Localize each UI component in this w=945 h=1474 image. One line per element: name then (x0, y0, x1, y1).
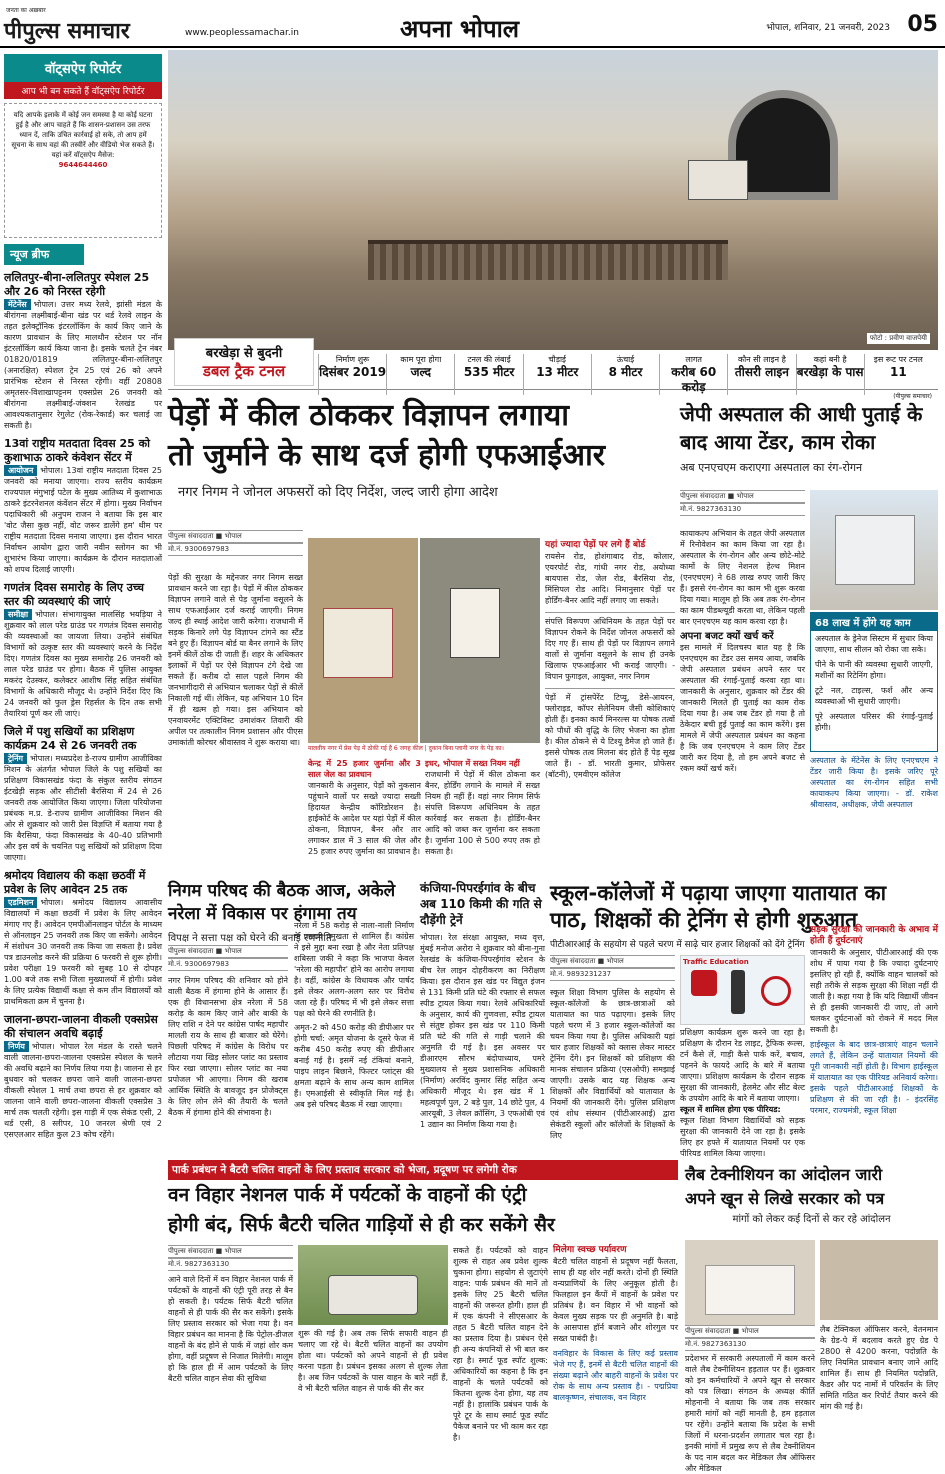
lab-photo (685, 1240, 815, 1325)
panel1-head: केन्द्र में 25 हजार जुर्माना और 3 साल जेल का प्रावधान (308, 759, 421, 779)
left-story-text: भोपाल। उत्तर मध्य रेलवे, झांसी मंडल के बीरांगना लक्ष्मीबाई-बीना खंड पर थर्ड रेलवे लाइन के तहत इलेक्ट्रॉनिक इंटरलॉकिंग के कार्य किए जाने के कारण प्रावधान के लिए मालथौन स्टेशन पर नॉन इंटरलॉकिंग कार्य किया जाना है। इसके चलते ट्रेन नंबर 01820/01819 ललितपुर-बीना-ललितपुर (अनारक्षित) स्पेशल ट्रेन 25 एवं 26 को अपने प्रारंभिक स्टेशन से निरस्त रहेगी। वहीं 20808 अमृतसर-विशाखापट्टनम एक्सप्रेस 26 जनवरी को बीरांगना लक्ष्मीबाई-जंक्शन रेलखंड पर आवश्यकतानुसार रेगुलेट (रोक-रेकार्ड) कर चलाई जा सकती है। (4, 300, 162, 430)
lead-byline: पीपुल्स संवाददाता ■ भोपाल (168, 530, 303, 543)
council-body-3: अमृत-2 को 450 करोड़ की डीपीआर पर होगी चर्चा: अमृत योजना के दूसरे फेज में करीब 450 करोड़ रुपए की डीपीआर बनाई गई है। इसमें नई टंकियां बनाने, पाइप लाइन बिछाने, फिल्टर प्लांट्स की क्षमता बढ़ाने के साथ अन्य काम शामिल हैं। एमआईसी से स्वीकृति मिल गई है। अब इसे परिषद बैठक में रखा जाएगा। (294, 1023, 414, 1109)
park-side-body: बैटरी चलित वाहनों से प्रदूषण नहीं फैलता, साथ ही यह शोर नहीं करते। दोनों ही स्थिति वन्यप्राणियों के लिए अनुकूल होती है। फिलहाल इन कैंपों में वाहनों के प्रवेश पर प्रतिबंध है। वन विहार में भी वाहनों को केवल मुख्य सड़क पर ही अनुमति है। बाड़े के आसपास हॉर्न बजाने और शोरगुल पर सख्त पाबंदी है। (553, 1257, 678, 1343)
lab-body-1: प्रदेशभर में सरकारी अस्पतालों में काम करने वाले लैब टेक्नीशियन हड़ताल पर हैं। शुक्रवार को इन कर्मचारियों ने अपने खून से सरकार को पत्र लिखा। संगठन के अध्यक्ष कीर्ति मोहनानी ने बताया कि जब तक सरकार हमारी मांगों को नहीं मानती है, हम हड़ताल पर रहेंगे। उन्होंने बताया कि प्रदेश के सभी जिलों में धरना-प्रदर्शन लगातार चल रहा है। इनकी मांगों में प्रमुख रूप से लैब टेक्नीशियन के पद नाम बदल कर मेडिकल लैब ऑफिसर और मेडिकल (685, 1354, 815, 1473)
tunnel-fact (796, 354, 864, 395)
jp-subhead: अब एनएचएम कराएगा अस्पताल का रंग-रोगन (680, 461, 863, 474)
school-side (810, 925, 938, 1155)
council-col-2 (294, 920, 414, 1155)
jp-mobile: मो.नं. 9827363130 (680, 503, 805, 516)
panel2-head: इधर, भोपाल में सख्त नियम नहीं (425, 759, 520, 768)
fact-label: लागत (685, 355, 702, 364)
page-number: 05 (907, 12, 938, 37)
tree-board-photo (420, 538, 540, 743)
council-col-1 (168, 945, 288, 1155)
left-story-text: भोपाल। संभागायुक्त मालसिंह भयड़िया ने शुक्रवार को लाल परेड ग्राउंड पर गणतंत्र दिवस समारोह की व्यवस्थाओं का जायजा लिया। उन्होंने संबंधित विभागों को उत्कृष्ट स्तर की व्यवस्थाएं करने के निर्देश दिए। गणतंत्र दिवस का मुख्य समारोह 26 जनवरी को लाल परेड ग्राउंड पर होगा। बैठक में पुलिस आयुक्त मकरंद देउस्कर, कलेक्टर आशीष सिंह सहित संबंधित विभागों के अधिकारी मौजूद थे। उन्होंने निर्देश दिए कि 24 जनवरी को फुल ड्रेस रिहर्सल के दिन तक सभी तैयारियां पूर्ण कर ली जाएं। (4, 610, 162, 718)
fact-value: 8 मीटर (608, 365, 643, 379)
tunnel-title-box (174, 338, 314, 386)
school-mobile: मो.नं. 9893231237 (550, 968, 675, 981)
park-side-head: मिलेगा स्वच्छ पर्यावरण (553, 1245, 627, 1255)
truck-shape (688, 160, 748, 200)
school-col-2 (680, 955, 805, 1158)
council-body-1: नगर निगम परिषद की शनिवार को होने वाली बैठक में हंगामा होने के आसार हैं। एक ही विधानसभा क्षेत्र नरेला में 58 करोड़ के काम किए जाने और बाकी के लिए राशि न देने पर कांग्रेस पार्षद महापौर मालती राय के साथ ही बाजार को घेरेंगे। पिछली परिषद में कांग्रेस के विरोध पर लौटाया गया खिड़ सोलर प्लांट का प्रस्ताव फिर रखा जाएगा। सोलर प्लांट का नया प्रपोजल भी आएगा। निगम की खराब आर्थिक स्थिति के बावजूद इन प्रोजेक्ट्स के लिए लोन लेने की तैयारी के चलते बैठक में हंगामा होने की संभावना है। (168, 976, 288, 1117)
jp-box (810, 612, 938, 752)
jp-box-item: अस्पताल के ड्रेनेज सिस्टम में सुधार किया जाएगा, साथ सीलन को रोका जा सके। (815, 634, 933, 654)
logo-text: पीपुल्स समाचार (4, 19, 130, 44)
jp-body: कायाकल्प अभियान के तहत जेपी अस्पताल में रिनोवेशन का काम किया जा रहा है। अस्पताल के रंग-रोगन और अन्य छोटे-मोटे कामों के लिए नेशनल हेल्थ मिशन (एनएचएम) ने 68 लाख रुपए जारी किए हैं। इससे रंग-रोगन का काम भी शुरू करवा दिया गया। मालूम हो कि अब तक रंग-रोगन का काम पीडब्ल्यूडी करता था, लेकिन पहली बार एनएचएम यह काम करवा रहा है। (680, 529, 805, 626)
fact-value: बरखेड़ा के पास (796, 365, 864, 379)
council-mobile: मो.नं. 9300697983 (168, 958, 288, 971)
jp-budget-body: इस मामले में दिलचस्प बात यह है कि एनएचएम का टेंडर उस समय आया, जबकि जेपी अस्पताल प्रबंधन अपने स्तर पर अस्पताल की रंगाई-पुताई करवा रहा था। जानकारी के अनुसार, शुक्रवार को टेंडर की जानकारी मिलते ही पुताई का काम रोक दिया गया है। अब जब टेंडर हो गया है तो ठेकेदार बची हुई पुताई का काम करेंगे। इस मामले में जेपी अस्पताल प्रबंधन का कहना है कि जब एनएचएम ने काम लिए टेंडर जारी कर दिया है, तो हम अपने बजट से रकम क्यों खर्च करें। (680, 643, 805, 773)
kanjia-body: भोपाल। रेल संरक्षा आयुक्त, मध्य वृत्त, मुंबई मनोज अरोरा ने शुक्रवार को बीना-गुना रेलखंड के कंजिया-पिपरईगांव स्टेशन के बीच रेल लाइन दोहरीकरण का निरीक्षण किया। इस दौरान इस खंड पर विद्युत इंजन से 131 किमी प्रति घंटे की रफ्तार से सफल स्पीड ट्रायल किया गया। रेलवे अधिकारियों के अनुसार, कार्य की गुणवत्ता, स्पीड ट्रायल से संतुष्ट होकर इस खंड पर 110 किमी प्रति घंटे की गति से गाड़ी चलाने की अनुमति दी गई है। इस अवसर पर डीआरएम सौरभ बंदोपाध्याय, पमरे मुख्यालय से मुख्य प्रशासनिक अधिकारी (निर्माण) अरविंद कुमार सिंह सहित अन्य अधिकारी मौजूद थे। इस खंड में 1 महत्वपूर्ण पुल, 2 बड़े पुल, 14 छोटे पुल, 4 आरयूबी, 3 लेवल क्रॉसिंग, 3 एफओबी एवं 1 उद्यान का निर्माण किया गया है। (420, 933, 545, 1129)
lab-mobile: मो.नं. 9827363130 (685, 1338, 815, 1351)
tunnel-fact (318, 354, 386, 395)
lab-headline-1: लैब टेक्नीशियन का आंदोलन जारी (685, 1165, 883, 1184)
kanjia-headline: कंजिया-पिपरईगांव के बीच अब 110 किमी की गति से दौड़ेंगी ट्रेनें (420, 881, 542, 927)
fact-label: निर्माण शुरू (335, 355, 370, 364)
park-col-1 (168, 1245, 293, 1440)
tunnel-fact (659, 354, 727, 395)
fact-value: जल्द (410, 365, 432, 379)
lead-subhead: नगर निगम ने जोनल अफसरों को दिए निर्देश, जल्द जारी होगा आदेश (178, 485, 498, 500)
left-story-head: श्रमोदय विद्यालय की कक्षा छठवीं में प्रवेश के लिए आवेदन 25 तक (4, 869, 146, 896)
left-story (4, 581, 162, 719)
boards-head: यहां ज्यादा पेड़ों पर लगे हैं बोर्ड (545, 540, 646, 550)
school-subsection-head: स्कूल में शामिल होगा एक पीरियड: (680, 1105, 781, 1114)
council-byline: पीपुल्स संवाददाता ■ भोपाल (168, 945, 288, 958)
tunnel-title-line2: डबल ट्रैक टनल (202, 362, 286, 380)
left-story-tag: एडमिशन (4, 897, 37, 908)
stop-sign-icon (691, 970, 717, 996)
lab-col-1 (685, 1240, 815, 1473)
tunnel-fact (386, 354, 454, 395)
jp-headline: जेपी अस्पताल की आधी पुताई के बाद आया टेंडर, काम रोका (680, 402, 923, 454)
lead-story-head (168, 396, 673, 546)
whatsapp-number[interactable]: 9644644460 (58, 161, 108, 169)
left-story-body (4, 609, 162, 719)
park-headline-2: होगी बंद, सिर्फ बैटरी चलित गाड़ियों से ही कर सकेंगे सैर (168, 1214, 555, 1236)
council-subhead: विपक्ष ने सत्ता पक्ष को घेरने की बनाई रणनीति (168, 933, 332, 944)
fact-value: तीसरी लाइन (734, 365, 789, 379)
left-stories (4, 271, 162, 1140)
school-side-head: सड़क सुरक्षा की जानकारी के अभाव में होती हैं दुर्घटनाएं (810, 925, 938, 946)
left-story-text: भोपाल। श्रमोदय विद्यालय आवासीय विद्यालयों में कक्षा छठवीं में प्रवेश के लिए आवेदन मंगाए गए हैं। आवेदन एमपीऑनलाइन पोर्टल के माध्यम से ऑनलाइन 25 जनवरी तक किए जा सकेंगे। आवेदन में संशोधन 30 जनवरी तक किया जा सकता है। प्रवेश पत्र डाउनलोड करने की प्रक्रिया 6 फरवरी से शुरू होगी। प्रवेश परीक्षा 19 फरवरी को सुबह 10 से दोपहर 1.00 बजे तक सभी जिला मुख्यालयों में होगी। प्रवेश के लिए प्रत्येक विद्यार्थी कक्षा से कम तीन विद्यालयों को प्राथमिकता क्रम में चुनना है। (4, 898, 162, 1006)
park-body-1: आने वाले दिनों में वन विहार नेशनल पार्क में पर्यटकों के वाहनों की एंट्री पूरी तरह से बैन हो सकती है। पर्यटक सिर्फ बैटरी चलित वाहनों से ही पार्क की सैर कर सकेंगे। इसके लिए प्रस्ताव सरकार को भेजा गया है। वन विहार प्रबंधन का मानना है कि पेट्रोल-डीजल वाहनों के बंद होने से पार्क में जहां शोर कम होगा, वहीं प्रदूषण से निजात मिलेगी। मालूम हो कि हाल ही में आम पर्यटकों के लिए बैटरी चलित वाहन सेवा की सुविधा (168, 1275, 294, 1383)
park-kicker: पार्क प्रबंधन ने बैटरी चलित वाहनों के लिए प्रस्ताव सरकार को भेजा, प्रदूषण पर लगेगी रोक (168, 1160, 678, 1180)
board-shape (450, 588, 500, 658)
lead-panel-1 (308, 758, 421, 873)
whatsapp-title: वॉट्सऐप रिपोर्टर (4, 54, 162, 82)
left-story (4, 725, 162, 863)
tunnel-source: (पीपुल्स समाचार) (893, 393, 932, 400)
road-sign-icon (761, 976, 791, 1006)
photo-caption: मालवीय नगर में प्रेस पेड़ में ठोकी गई है 6 जगह कील | दुकान बिना प्लानी नगर के पेड़ का। (308, 745, 504, 752)
park-quote: वनविहार के विकास के लिए कई प्रस्ताव भेजे गए हैं, इनमें से बैटरी चलित वाहनों की संख्या बढ़ाने और बाहरी वाहनों के प्रवेश पर रोक के साथ अन्य प्रस्ताव है। - पद्मप्रिया बालकृष्णन, संचालक, वन विहार (553, 1349, 678, 1402)
fact-value: 13 मीटर (536, 365, 579, 379)
jp-budget-head: अपना बजट क्यों खर्च करें (680, 631, 774, 642)
traffic-light-icon (731, 970, 745, 1014)
site-url[interactable]: www.peoplessamachar.in (185, 28, 299, 38)
lead-headline-1: पेड़ों में कील ठोककर विज्ञापन लगाया (168, 398, 570, 433)
fact-label: ऊंचाई (616, 355, 635, 364)
tunnel-fact (864, 354, 932, 395)
park-headline-1: वन विहार नेशनल पार्क में पर्यटकों के वाहनों की एंट्री (168, 1184, 527, 1206)
tunnel-fact (523, 354, 591, 395)
lab-photo-2 (820, 1240, 938, 1320)
park-body-2: शुरू की गई है। अब तक सिर्फ सफारी वाहन ही चलाए जा रहे थे। बैटरी चलित वाहनों का उपयोग होता था। पर्यटकों को अपने वाहनों से ही प्रवेश करना पड़ता है। प्रबंधन इसका अलग से शुल्क लेता है। अब जिन पर्यटकों के पास वाहन के बारे नहीं हैं, वे भी बैटरी चलित वाहन से पार्क की सैर कर (298, 1329, 448, 1393)
left-story-body (4, 1041, 162, 1140)
dateline: भोपाल, शनिवार, 21 जनवरी, 2023 (766, 23, 890, 33)
whatsapp-body: यदि आपके इलाके में कोई जन समस्या है या कोई घटना हुई है और आप चाहते हैं कि शासन-प्रशासन उस तरफ ध्यान दें, ताकि उचित कार्रवाई हो सके, तो आप हमें सूचना के साथ वहां की तस्वीरें और वीडियो भेज सकते हैं। यहां करें वॉट्सऐप मैसेज: (11, 111, 155, 159)
tunnel-fact (727, 354, 795, 395)
school-quote: हाईस्कूल के बाद छात्र-छात्राएं वाहन चलाने लगते हैं, लेकिन उन्हें यातायात नियमों की पूरी जानकारी नहीं होती है। विभाग हाईस्कूल में यातायात का एक पीरियड अनिवार्य करेगा। इसके पहले पीटीआरआई शिक्षकों के प्रशिक्षण से की जा रही है। - इंदरसिंह परमार, राज्यमंत्री, स्कूल शिक्षा (810, 1040, 938, 1115)
left-story-head: ललितपुर-बीना-ललितपुर स्पेशल 25 और 26 को निरस्त रहेगी (4, 271, 150, 298)
tunnel-facts (318, 354, 932, 395)
jp-left-column (680, 490, 805, 865)
kanjia-story (420, 880, 545, 1155)
school-byline: पीपुल्स संवाददाता ■ भोपाल (550, 955, 675, 968)
tunnel-fact (591, 354, 659, 395)
section-title: अपना भोपाल (400, 14, 520, 43)
letter-shape (705, 1265, 795, 1315)
tunnel-title-line1: बरखेड़ा से बुदनी (205, 346, 283, 361)
boards-body: रायसेन रोड, होशंगाबाद रोड, कोलार, एयरपोर्ट रोड, गांधी नगर रोड, अयोध्या बायपास रोड, जेल रोड, बैरसिया रोड, मिंसिपल रोड आदि। निमानुसार पेड़ों पर होर्डिंग-बैनर आदि नहीं लगाए जा सकते। (545, 552, 675, 605)
left-story (4, 869, 162, 1007)
left-story-text: भोपाल। मध्यप्रदेश डे-राज्य ग्रामीण आजीविका मिशन के अंतर्गत भोपाल जिले के पशु सखियों का प्रशिक्षण विकासखंड फंदा के संकुल स्तरीय संगठन ईटखेड़ी सड़क और सीटीसी बैरसिया में 24 से 26 जनवरी तक आयोजित किया जाएगा। जिला परियोजना प्रबंधक म.प्र. डे-राज्य ग्रामीण आजीविका मिशन की ओर से शुक्रवार को जारी प्रेस विज्ञप्ति में बताया गया है कि बैरसिया, फंदा विकासखंड के 40-40 प्रतिभागी और इस वर्ष के चयनित पशु सखियों को प्रशिक्षण दिया जाएगा। (4, 754, 162, 862)
boards-note-2: पेड़ों में ट्रांसपेरेंट टिप्यू, डेसे-आयरन, फ्लोराइड, कॉपर सेलेनियम जैसी कोशिकाएं होती हैं। इनका कार्य मिनरल्स या पोषक तत्वों को पौधों की वृद्धि के लिए भेजना का होता है। कील ठोकने से ये टिश्यू डैमेज हो जाते हैं। इससे पोषक तत्व मिलना बंद होते हैं पेड़ सूख जाते हैं। - डॉ. भारती कुमार, प्रोफेसर (बॉटनी), एमवीएम कॉलेज (545, 688, 675, 780)
traffic-education-image (680, 955, 805, 1025)
whatsapp-box (4, 103, 162, 238)
school-col-1 (550, 955, 675, 1155)
masthead-rule (0, 46, 945, 48)
panel2-body: राजधानी में पेड़ों में कील ठोकना कर बैनर, होर्डिंग लगाने के मामले में सख्त नियम ही नहीं हैं। वहां नगर निगम सिर्फ संपत्ति विरूपण अधिनियम के तहत कार्रवाई कर सकता है। होर्डिंग-बैनर आदि को जब्त कर जुर्माना कर सकता है। जुर्माना 100 से 500 रुपए तक हो सकता है। (425, 770, 540, 856)
left-story (4, 437, 162, 575)
left-story-body (4, 753, 162, 863)
lab-subhead: मांगों को लेकर कई दिनों से कर रहे आंदोलन (732, 1214, 891, 1225)
lead-panel-2 (425, 758, 540, 873)
park-col-3 (453, 1245, 548, 1440)
panel1-body: जानकारी के अनुसार, पेड़ों को नुकसान पहुंचाने वालों पर सख्ते ज्यादा सख्ती हिदायत केन्द्रीय कॉरिडोरशन है। हाईकोर्ट के आदेश पर यहां पेड़ों में कील ठोकना, विज्ञापन, बैनर और तार लगाकर डाल में 3 साल की जेल और 25 हजार रुपए जुर्माना का प्रावधान है। (308, 781, 421, 856)
park-col-2 (298, 1245, 448, 1440)
school-body-2: प्रशिक्षण कार्यक्रम शुरू करने जा रहा है। प्रशिक्षण के दौरान रेड लाइट, ट्रैफिक रूल्स, टर्न कैसे लें, गाड़ी कैसे पार्क करें, बचाव, पहनने के फायदे आदि के बारे में बताया जाएगा। प्रशिक्षण कार्यक्रम के दौरान सड़क सुरक्षा की जानकारी, हेलमेट और सीट बेल्ट के उपयोग आदि के बारे में बताया जाएगा। (680, 1028, 805, 1103)
jp-box-item: पूरे अस्पताल परिसर की रंगाई-पुताई होगी। (815, 712, 933, 732)
battery-vehicle-shape (328, 1275, 418, 1315)
fact-label: कौन सी लाइन है (737, 355, 786, 364)
left-story-tag: समीक्षा (4, 609, 32, 620)
park-mobile: मो.नं. 9827363130 (168, 1258, 293, 1271)
left-story (4, 1013, 162, 1140)
park-vehicle-photo (298, 1245, 448, 1325)
jp-box-item: पीने के पानी की व्यवस्था सुधारी जाएगी, मशीनों का रिटेनिंग होगा। (815, 660, 933, 680)
left-story-head: गणतंत्र दिवस समारोह के लिए उच्च स्तर की व्यवस्थाएं की जाएं (4, 581, 144, 608)
left-story-head: जालना-छपरा-जालना वीकली एक्सप्रेस की संचालन अवधि बढ़ाई (4, 1013, 158, 1040)
fact-label: कहां बनी है (813, 355, 847, 364)
whatsapp-subtitle: आप भी बन सकते हैं वॉट्सऐप रिपोर्टर (4, 82, 162, 99)
school-side-body: जानकारी के अनुसार, पीटीआरआई की एक शोध में पाया गया है कि ज्यादा दुर्घटनाएं इसलिए हो रही हैं, क्योंकि वाहन चालकों को सही तरीके से सड़क सुरक्षा की शिक्षा नहीं दी जाती है। कहा गया है कि यदि विद्यार्थी जीवन से ही इसकी जानकारी दी जाए, तो आगे चलकर दुर्घटनाओं को रोकने में मदद मिल सकती है। (810, 948, 938, 1034)
tree-nails-photo (308, 538, 418, 743)
left-story-head: 13वां राष्ट्रीय मतदाता दिवस 25 को कुशाभाऊ ठाकरे कंवेशन सेंटर में (4, 437, 150, 464)
lab-headline-2: अपने खून से लिखे सरकार को पत्र (685, 1189, 885, 1208)
tunnel-photo (168, 50, 938, 350)
jp-box-item: टूटे नल, टाइल्स, फर्श और अन्य व्यवस्थाओं भी सुधारी जाएगी। (815, 686, 933, 706)
lead-mobile: मो.नं. 9300697983 (168, 543, 303, 556)
school-subhead: पीटीआरआई के सहयोग से पहले चरण में साढ़े चार हजार शिक्षकों को देंगे ट्रेनिंग (550, 940, 805, 950)
park-head (168, 1180, 678, 1244)
lab-body-2: लैब टेक्निकल ऑफिसर करने, वेतनमान के ग्रेड-पे में बदलाव करते हुए ग्रेड पे 2800 से 4200 करना, पदोन्नति के लिए नियमित प्रावधान बनाए जाने आदि शामिल हैं। साथ ही नियमित पदोन्नति, कैडर और पद नामों में परिवर्तन के लिए समिति गठित कर रिपोर्ट तैयार करने की मांग की गई है। (820, 1325, 938, 1411)
masthead-logo[interactable] (4, 6, 179, 44)
left-story-tag: निर्णय (4, 1041, 29, 1052)
jp-byline: पीपुल्स संवाददाता ■ भोपाल (680, 490, 805, 503)
fact-value: 11 (890, 365, 907, 379)
lab-col-2 (820, 1240, 938, 1440)
hospital-building-shape (835, 515, 915, 585)
jp-box-head: 68 लाख में होंगे यह काम (811, 613, 937, 631)
tunnel-fact (454, 354, 522, 395)
poster-shape (323, 608, 393, 678)
left-story-body (4, 465, 162, 575)
fact-label: काम पूरा होगा (400, 355, 442, 364)
masthead-tagline: जनता का अख़बार (6, 7, 46, 14)
jp-quote: अस्पताल के मेंटेनेंस के लिए एनएचएम ने टेंडर जारी किया है। इसके जरिए पूरे अस्पताल का रंग-रोगन सहित सभी कायाकल्प किया जाएगा। - डॉ. राकेश श्रीवास्तव, अधीक्षक, जेपी अस्पताल (810, 756, 938, 809)
jp-story-head (680, 400, 938, 490)
lead-body-column (168, 530, 303, 747)
left-story-head: जिले में पशु सखियों का प्रशिक्षण कार्यक्रम 24 से 26 जनवरी तक (4, 725, 137, 752)
fact-label: इस रूट पर टनल (873, 355, 923, 364)
tunnel-infobar (168, 346, 938, 400)
left-story-text: भोपाल। भोपाल रेल मंडल के रास्ते चलने वाली जालना-छपरा-जालना एक्सप्रेस स्पेशल के चलने की अवधि बढ़ाने का निर्णय लिया गया है। जालना से हर बुधवार को चलकर छपरा जाने वाली जालना-छपरा वीकली स्पेशल 1 मार्च तथा छपरा से हर शुक्रवार को जालना जाने वाली छपरा-जालना वीकली एक्सप्रेस 3 मार्च तक चलती रहेगी। इस गाड़ी में एक सेकंड एसी, 2 थर्ड एसी, 8 स्लीपर, 10 जनरल श्रेणी एवं 2 एसएलआर सहित कुल 23 कोच रहेंगे। (4, 1042, 162, 1139)
news-brief-label: न्यूज ब्रीफ (4, 244, 84, 265)
school-headline-2: पाठ, शिक्षकों की ट्रेनिंग से होगी शुरुआत (550, 908, 858, 932)
fact-value: करीब 60 करोड़ (671, 365, 717, 394)
lead-body: पेड़ों की सुरक्षा के मद्देनजर नगर निगम सख्त प्रावधान करने जा रहा है। पेड़ों में कील ठोककर विज्ञापन लगाने वाले से पेड़ जुर्माना वसूलने के साथ एफआईआर दर्ज कराई जाएगी। निगम जल्द ही स्थाई आदेश जारी करेगा। राजधानी में सड़क किनारे लगे पेड़ विज्ञापन टांगने का स्टैंड बने हुए हैं। विज्ञापन बोर्ड या बैनर लगाने के लिए इनमें कीलें ठोक दी जाती हैं। शहर के अधिकतर इलाकों में पेड़ों पर ऐसे विज्ञापन टंगे देखे जा सकते हैं। करीब दो साल पहले निगम की जनभागीदारी से अभियान चलाकर पेड़ों से कीलें निकाली गई थीं। लेकिन, यह अभियान 10 दिन में ही खत्म हो गया। इस अभियान को एनवायरमेंट एक्टिविस्ट उमाशंकर तिवारी की अपील पर तत्कालीन निगम प्रशासन और पीएस उमाकांती कोरचर श्रीवास्तव ने शुरू कराया था। (168, 573, 303, 747)
traffic-image-label: Traffic Education (683, 958, 749, 966)
lab-byline: पीपुल्स संवाददाता ■ भोपाल (685, 1325, 815, 1338)
left-story-tag: आयोजन (4, 465, 37, 476)
lead-headline-2: तो जुर्माने के साथ दर्ज होगी एफआईआर (168, 438, 606, 473)
hospital-photo (810, 490, 938, 610)
left-column (4, 54, 162, 1439)
park-body-3: सकते हैं। पर्यटकों को वाहन शुल्क से राहत अब प्रवेश शुल्क चुकाना होगा। सहयोग से जुटाएंगे वाहन: पार्क प्रबंधन की मानें तो इसके लिए 25 बैटरी चलित वाहनों की जरूरत होगी। हाल ही में एक कंपनी ने सीएसआर के तहत 5 बैटरी चलित वाहन देने का प्रस्ताव दिया है। प्रबंधन ऐसे ही अन्य कंपनियों से भी बात कर रहा है। स्मार्ट फूड स्पॉट शुल्क: अधिकारियों का कहना है कि इन वाहनों के चलते पर्यटकों को कितना शुल्क देना होगा, यह तय नहीं है। हालांकि प्रबंधन पार्क के पूरे टूर के साथ स्मार्ट फूड स्पॉट पैकेज बनाने पर भी काम कर रहा है। (453, 1246, 548, 1442)
fact-value: 535 मीटर (463, 365, 515, 379)
school-headline-1: स्कूल-कॉलेजों में पढ़ाया जाएगा यातायात का (550, 881, 887, 905)
left-story-body (4, 897, 162, 1007)
left-story-text: भोपाल। 13वां राष्ट्रीय मतदाता दिवस 25 जनवरी को मनाया जाएगा। राज्य स्तरीय कार्यक्रम राज्यपाल मंगुभाई पटेल के मुख्य आतिथ्य में कुशाभाऊ ठाकरे इंटरनेशनल कंवेंशन सेंटर में होगा। मुख्य निर्वाचन पदाधिकारी श्री अनुपम राजन ने बताया कि इस बार 'वोट जैसा कुछ नहीं, वोट जरूर डालेंगे हम' थीम पर राष्ट्रीय मतदाता दिवस मनाया जाएगा। इस दौरान भारत निर्वाचन आयोग द्वारा जारी नवीन स्लोगन का भी शुभारंभ किया जाएगा। कार्यक्रम के दौरान मतदाताओं को शपथ दिलाई जाएगी। (4, 466, 162, 574)
school-body-1: स्कूल शिक्षा विभाग पुलिस के सहयोग से स्कूल-कॉलेजों के छात्र-छात्राओं को यातायात का पाठ पढ़ाएगा। इसके लिए पहले चरण में 3 हजार स्कूल-कॉलेजों का चयन किया गया है। पुलिस अधिकारी यहां चार हजार शिक्षकों को क्लास लेकर मास्टर ट्रेनिंग देंगे। इन शिक्षकों को प्रशिक्षण की मानक संचालन प्रक्रिया (एसओपी) समझाई जाएगी। उसके बाद यह शिक्षक अन्य शिक्षकों और विद्यार्थियों को यातायात के नियमों की जानकारी देंगे। पुलिस प्रशिक्षण एवं शोध संस्थान (पीटीआरआई) द्वारा सेकंडरी स्कूलों और कॉलेजों के शिक्षकों के लिए (550, 988, 675, 1140)
lab-head (685, 1163, 938, 1233)
park-byline: पीपुल्स संवाददाता ■ भोपाल (168, 1245, 293, 1258)
school-body-3: स्कूल शिक्षा विभाग विद्यार्थियों को सड़क सुरक्षा की जानकारी देने जा रहा है। इसके लिए हर हफ्ते में यातायात नियमों पर एक पीरियड शामिल किया जाएगा। (680, 1116, 805, 1158)
fact-label: टनल की लंबाई (467, 355, 511, 364)
left-story-body (4, 299, 162, 431)
jp-box-items (811, 631, 937, 735)
bridge-girder-shape (368, 240, 728, 280)
council-body-2: नरेला में 58 करोड़ से नाला-नाली निर्माण के प्रस्ताव प्रमुखता से शामिल हैं। कांग्रेस ने इसे मुद्दा बना रखा है और नेता प्रतिपक्ष शबिस्ता जकी ने कहा कि भाजपा केवल 'नरेला की महापौर' होने का आरोप लगाया है। वहीं, कांग्रेस के विधायक और पार्षद इसे लेकर अलग-अलग स्तर पर विरोध जता रहे हैं। परिषद में भी इसे लेकर सत्ता पक्ष को घेरने की रणनीति है। (294, 921, 414, 1018)
left-story (4, 271, 162, 431)
park-side (553, 1245, 678, 1440)
fact-label: चौड़ाई (548, 355, 566, 364)
council-headline: निगम परिषद की बैठक आज, अकेले नरेला में विकास पर हंगामा तय (168, 881, 396, 924)
boards-note-1: संपत्ति विरूपण अधिनियम के तहत पेड़ों पर विज्ञापन रोकने के निर्देश जोनल अफसरों को दिए गए हैं। साथ ही पेड़ों पर विज्ञापन लगाने वालों से जुर्माना वसूलने के साथ ही उनके खिलाफ एफआईआर भी कराई जाएगी। - विपान फुगाइल, आयुक्त, नगर निगम (545, 612, 675, 682)
photo-credit: फोटो : प्रवीण वाजपेयी (867, 333, 930, 344)
fact-value: दिसंबर 2019 (319, 365, 387, 379)
left-story-tag: ट्रेनिंग (4, 753, 27, 764)
left-story-tag: मेंटेनेंस (4, 299, 31, 310)
boards-column (545, 540, 675, 870)
